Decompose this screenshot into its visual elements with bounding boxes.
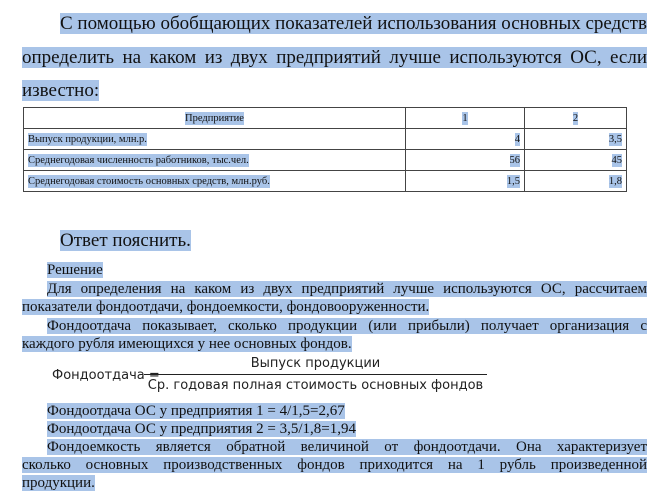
formula-fraction — [144, 356, 487, 393]
task-line-1 — [60, 13, 647, 35]
task-line-2 — [22, 47, 647, 69]
solution-p2-line2: каждого рубля имеющихся у нее основных фондов. — [22, 336, 352, 352]
table-cell: 1,5 — [406, 171, 525, 192]
table-header-row — [24, 108, 627, 129]
table-cell: 1,8 — [525, 171, 627, 192]
formula-numerator: Выпуск продукции — [250, 356, 381, 371]
task-text-3: известно: — [22, 80, 100, 101]
formula-denominator: Ср. годовая полная стоимость основных фондов — [144, 374, 487, 393]
table-cell: 4 — [406, 129, 525, 150]
formula-lhs: Фондоотдача = — [52, 368, 160, 383]
solution-p3-line2: сколько основных производственных фондов приходится на 1 рубль произведенной — [22, 457, 647, 473]
table-cell: 3,5 — [525, 129, 627, 150]
task-text-1: С помощью обобщающих показателей использования основных средств — [60, 13, 647, 34]
table-cell: Выпуск продукции, млн.р. — [24, 129, 406, 150]
data-table — [23, 107, 627, 192]
task-line-3 — [22, 80, 99, 102]
table-cell: 45 — [525, 150, 627, 171]
solution-p3-line3: продукции. — [22, 475, 95, 491]
table-header-cell: 1 — [406, 108, 525, 129]
table-cell: Среднегодовая численность работников, тыс.чел. — [24, 150, 406, 171]
answer-prompt — [60, 230, 191, 252]
calc-line-1: Фондоотдача ОС у предприятия 1 = 4/1,5=2,67 — [47, 403, 345, 419]
table-header-cell: Предприятие — [24, 108, 406, 129]
solution-p1-line1: Для определения на каком из двух предприятий лучше используются ОС, рассчитаем — [47, 281, 647, 297]
solution-heading: Решение — [47, 262, 103, 278]
answer-prompt-text: Ответ пояснить. — [60, 230, 191, 251]
table-header-cell: 2 — [525, 108, 627, 129]
task-text-2: определить на каком из двух предприятий лучше используются ОС, если — [22, 47, 647, 68]
table-row — [24, 150, 627, 171]
table-row — [24, 171, 627, 192]
table-cell: Среднегодовая стоимость основных средств, млн.руб. — [24, 171, 406, 192]
calc-line-2: Фондоотдача ОС у предприятия 2 = 3,5/1,8=1,94 — [47, 421, 356, 437]
solution-p2-line1: Фондоотдача показывает, сколько продукции (или прибыли) получает организация с — [47, 318, 647, 334]
solution-p1-line2: показатели фондоотдачи, фондоемкости, фондовооруженности. — [22, 299, 430, 315]
solution-p3-line1: Фондоемкость является обратной величиной от фондоотдачи. Она характеризует — [47, 439, 647, 455]
table-row — [24, 129, 627, 150]
table-cell: 56 — [406, 150, 525, 171]
